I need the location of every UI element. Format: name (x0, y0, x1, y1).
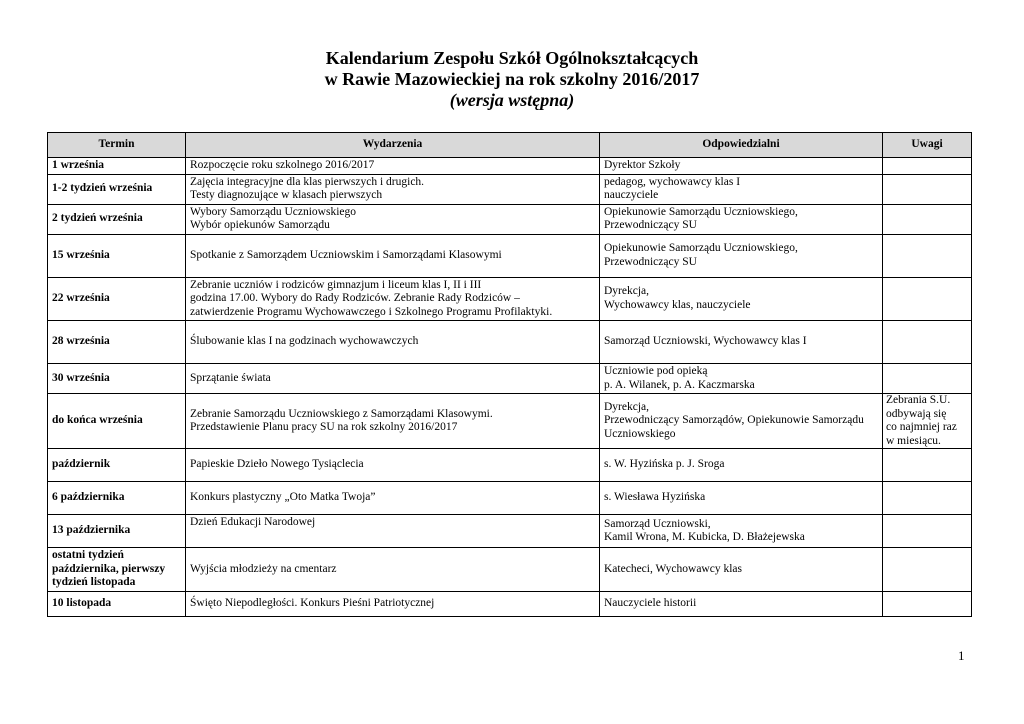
term-cell (48, 204, 186, 234)
term-text: do końca września (52, 414, 143, 427)
calendar-table (47, 132, 972, 617)
responsible-line: Dyrekcja, (604, 400, 650, 413)
term-cell (48, 449, 186, 482)
events-cell (186, 394, 600, 449)
table-row (48, 394, 972, 449)
term-cell (48, 158, 186, 175)
responsible-cell (600, 449, 883, 482)
remarks-cell (883, 591, 972, 616)
remarks-cell (883, 204, 972, 234)
remarks-cell (883, 482, 972, 515)
events-cell (186, 515, 600, 548)
responsible-line: p. A. Wilanek, p. A. Kaczmarska (604, 378, 755, 391)
events-cell (186, 204, 600, 234)
responsible-line: Przewodniczący Samorządów, Opiekunowie Samorządu (604, 414, 864, 427)
remarks-line: w miesiącu. (886, 434, 941, 447)
header-term: Termin (48, 133, 186, 158)
responsible-line: Samorząd Uczniowski, (604, 517, 711, 530)
events-line: Sprzątanie świata (190, 371, 271, 384)
remarks-cell (883, 277, 972, 321)
table-row (48, 515, 972, 548)
table-row (48, 449, 972, 482)
events-cell (186, 482, 600, 515)
remarks-cell (883, 158, 972, 175)
term-text: 2 tydzień września (52, 212, 143, 225)
table-row (48, 548, 972, 592)
term-cell (48, 515, 186, 548)
events-cell (186, 158, 600, 175)
responsible-line: Samorząd Uczniowski, Wychowawcy klas I (604, 335, 807, 348)
document-title (0, 48, 1024, 111)
events-line: Zajęcia integracyjne dla klas pierwszych i drugich. (190, 175, 425, 188)
responsible-line: Przewodniczący SU (604, 255, 697, 268)
events-line: Konkurs plastyczny „Oto Matka Twoja” (190, 491, 376, 504)
events-cell (186, 234, 600, 277)
responsible-line: Opiekunowie Samorządu Uczniowskiego, (604, 205, 798, 218)
events-cell (186, 174, 600, 204)
events-line: zatwierdzenie Programu Wychowawczego i Szkolnego Programu Profilaktyki. (190, 305, 553, 318)
table-row (48, 321, 972, 364)
term-text: 1-2 tydzień września (52, 182, 153, 195)
responsible-cell (600, 234, 883, 277)
title-line-3: (wersja wstępna) (449, 90, 575, 110)
events-cell (186, 449, 600, 482)
events-line: Przedstawienie Planu pracy SU na rok szkolny 2016/2017 (190, 421, 458, 433)
remarks-cell (883, 321, 972, 364)
responsible-line: Nauczyciele historii (604, 596, 697, 609)
page-number: 1 (958, 648, 965, 663)
title-line-1: Kalendarium Zespołu Szkół Ogólnokształcących (325, 48, 699, 68)
responsible-cell (600, 548, 883, 592)
term-text: 28 września (52, 335, 110, 348)
responsible-cell (600, 204, 883, 234)
term-cell (48, 394, 186, 449)
events-cell (186, 591, 600, 616)
responsible-line: s. W. Hyzińska p. J. Sroga (604, 458, 725, 471)
events-cell (186, 277, 600, 321)
events-line: Zebranie Samorządu Uczniowskiego z Samorządami Klasowymi. (190, 407, 493, 420)
term-cell (48, 321, 186, 364)
responsible-cell (600, 277, 883, 321)
term-text: 30 września (52, 371, 110, 384)
remarks-cell (883, 394, 972, 449)
events-line: Testy diagnozujące w klasach pierwszych (190, 189, 383, 201)
events-line: Dzień Edukacji Narodowej (190, 516, 316, 528)
events-line: Święto Niepodległości. Konkurs Pieśni Patriotycznej (190, 596, 435, 609)
responsible-line: Wychowawcy klas, nauczyciele (604, 298, 751, 311)
responsible-cell (600, 174, 883, 204)
responsible-cell (600, 321, 883, 364)
term-cell (48, 364, 186, 394)
responsible-line: Dyrekcja, (604, 285, 650, 298)
table-row (48, 234, 972, 277)
responsible-line: Uczniowie pod opieką (604, 365, 708, 377)
responsible-line: Katecheci, Wychowawcy klas (604, 562, 742, 575)
responsible-line: pedagog, wychowawcy klas I (604, 175, 741, 188)
header-responsible: Odpowiedzialni (600, 133, 883, 158)
table-row (48, 277, 972, 321)
term-cell (48, 591, 186, 616)
remarks-line: Zebrania S.U. (886, 394, 951, 406)
title-line-2: w Rawie Mazowieckiej na rok szkolny 2016/2017 (324, 69, 700, 89)
events-cell (186, 548, 600, 592)
responsible-cell (600, 482, 883, 515)
events-cell (186, 321, 600, 364)
term-cell (48, 548, 186, 592)
table-row (48, 364, 972, 394)
term-text: 1 września (52, 159, 105, 171)
remarks-cell (883, 548, 972, 592)
remarks-cell (883, 515, 972, 548)
responsible-cell (600, 364, 883, 394)
header-remarks: Uwagi (883, 133, 972, 158)
responsible-cell (600, 394, 883, 449)
events-line: Spotkanie z Samorządem Uczniowskim i Samorządami Klasowymi (190, 248, 502, 261)
responsible-cell (600, 158, 883, 175)
events-line: Wybór opiekunów Samorządu (190, 219, 330, 231)
responsible-line: Opiekunowie Samorządu Uczniowskiego, (604, 242, 798, 254)
events-line: Rozpoczęcie roku szkolnego 2016/2017 (190, 159, 375, 171)
table-row (48, 204, 972, 234)
remarks-line: co najmniej raz (886, 421, 957, 433)
remarks-cell (883, 234, 972, 277)
term-text: październik (52, 458, 111, 471)
remarks-cell (883, 449, 972, 482)
remarks-cell (883, 364, 972, 394)
responsible-line: Kamil Wrona, M. Kubicka, D. Błażejewska (604, 531, 805, 543)
header-events: Wydarzenia (186, 133, 600, 158)
table-header-row (48, 133, 972, 158)
events-line: Zebranie uczniów i rodziców gimnazjum i liceum klas I, II i III (190, 278, 482, 291)
responsible-line: Przewodniczący SU (604, 219, 697, 231)
term-text: 22 września (52, 292, 110, 304)
term-text: 15 września (52, 248, 110, 261)
term-cell (48, 234, 186, 277)
table-row (48, 591, 972, 616)
responsible-line: Uczniowskiego (604, 427, 676, 440)
table-row (48, 174, 972, 204)
table-row (48, 482, 972, 515)
term-text: 13 października (52, 524, 131, 537)
responsible-line: Dyrektor Szkoły (604, 159, 681, 171)
events-line: Wyjścia młodzieży na cmentarz (190, 562, 337, 575)
responsible-cell (600, 591, 883, 616)
events-line: Papieskie Dzieło Nowego Tysiąclecia (190, 458, 364, 471)
term-text: 6 października (52, 491, 125, 504)
events-cell (186, 364, 600, 394)
term-cell (48, 277, 186, 321)
responsible-line: s. Wiesława Hyzińska (604, 491, 706, 504)
term-cell (48, 482, 186, 515)
events-line: godzina 17.00. Wybory do Rady Rodziców. Zebranie Rady Rodziców – (190, 292, 520, 304)
term-cell (48, 174, 186, 204)
term-text: ostatni tydzień października, pierwszy tydzień listopada (52, 549, 166, 588)
table-body (48, 158, 972, 617)
events-line: Ślubowanie klas I na godzinach wychowawczych (190, 335, 419, 348)
remarks-line: odbywają się (886, 407, 947, 420)
remarks-cell (883, 174, 972, 204)
responsible-cell (600, 515, 883, 548)
term-text: 10 listopada (52, 596, 112, 609)
events-line: Wybory Samorządu Uczniowskiego (190, 205, 357, 218)
table-row (48, 158, 972, 175)
responsible-line: nauczyciele (604, 189, 659, 201)
